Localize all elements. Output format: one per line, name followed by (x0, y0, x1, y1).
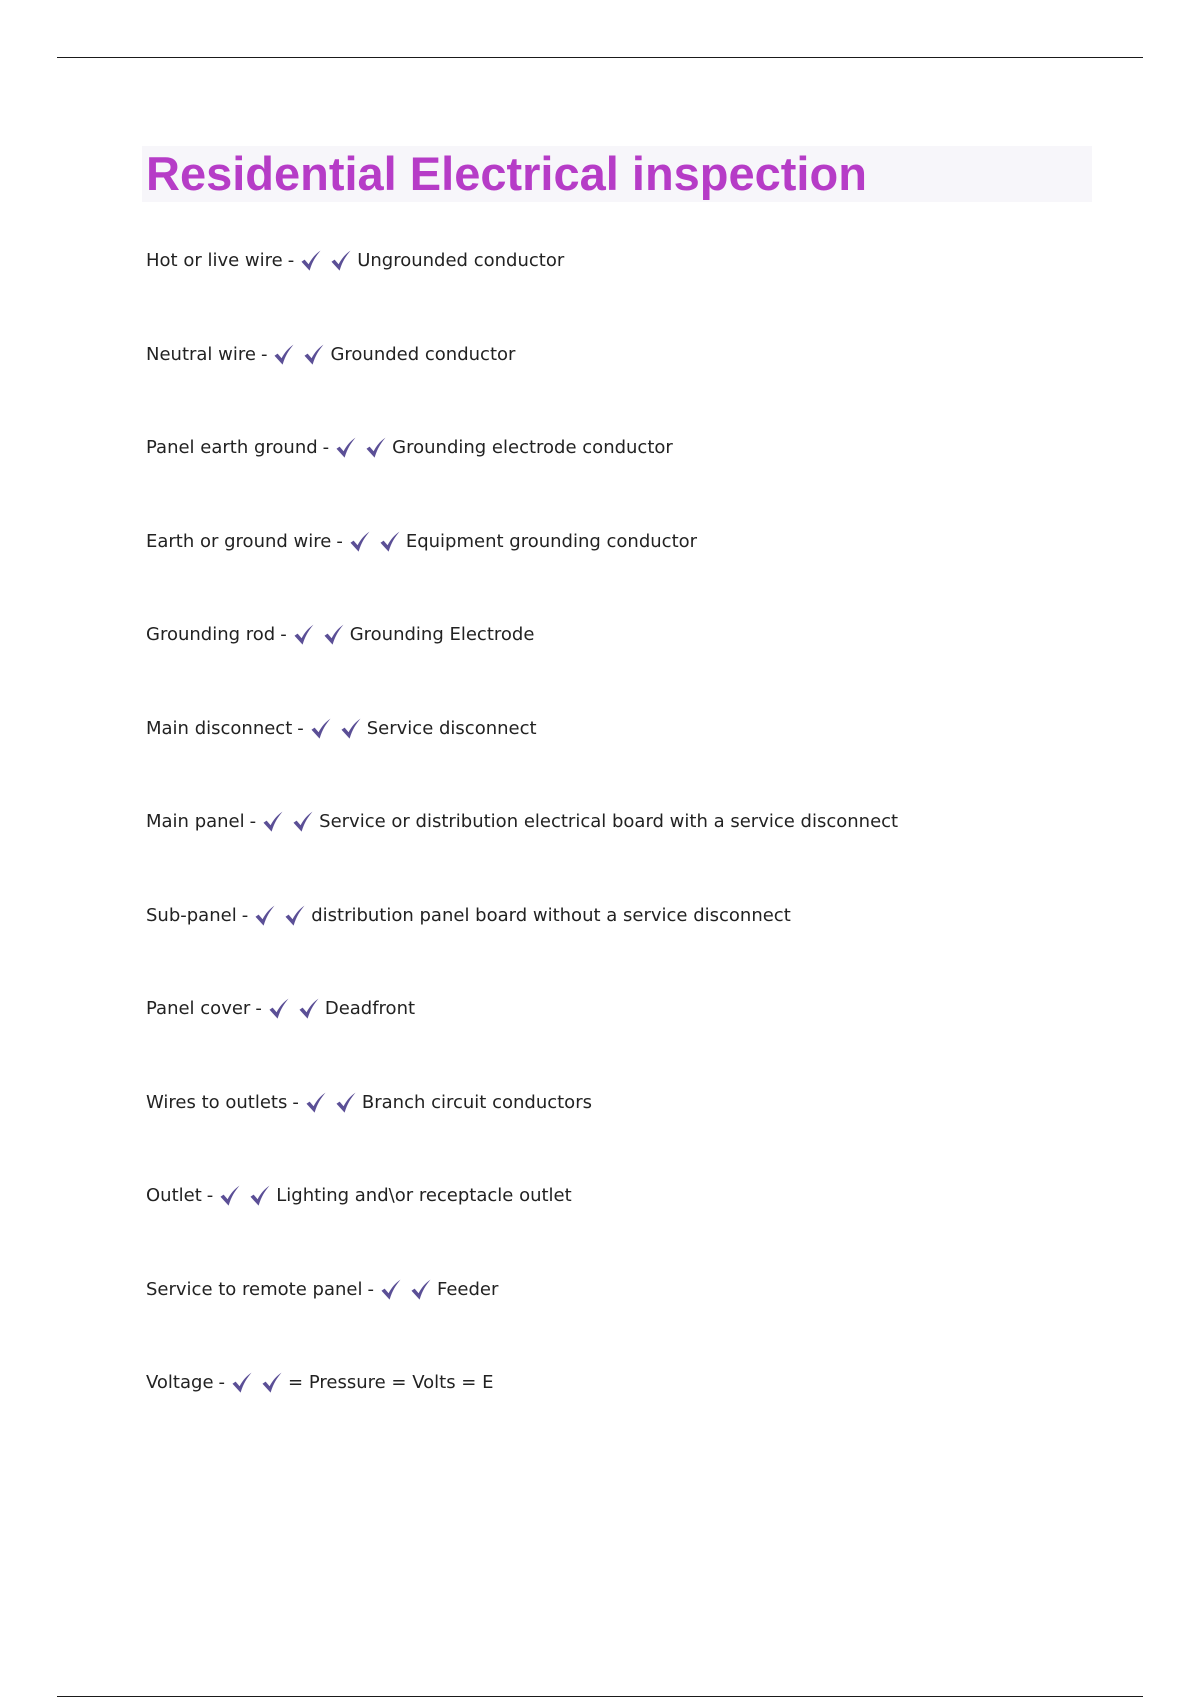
list-item (146, 714, 537, 744)
check-marks (267, 997, 321, 1021)
check-mark-icon (304, 1091, 328, 1115)
check-mark-icon (297, 997, 321, 1021)
check-marks (261, 810, 315, 834)
check-mark-icon (230, 1371, 254, 1395)
check-marks (379, 1278, 433, 1302)
separator: - (336, 531, 343, 552)
list-item (146, 527, 697, 557)
check-marks (334, 436, 388, 460)
definition: Feeder (436, 1279, 499, 1300)
check-mark-icon (334, 1091, 358, 1115)
term: Neutral wire (146, 344, 256, 365)
definition: Service disconnect (366, 718, 537, 739)
separator: - (367, 1279, 374, 1300)
list-item (146, 1088, 592, 1118)
check-mark-icon (291, 810, 315, 834)
term: Service to remote panel (146, 1279, 363, 1300)
definition: Branch circuit conductors (361, 1092, 592, 1113)
list-item (146, 340, 515, 370)
check-mark-icon (379, 1278, 403, 1302)
check-mark-icon (364, 436, 388, 460)
definition: distribution panel board without a service disconnect (311, 905, 791, 926)
check-mark-icon (261, 810, 285, 834)
check-mark-icon (253, 904, 277, 928)
separator: - (287, 250, 295, 271)
definition: Equipment grounding conductor (405, 531, 698, 552)
check-mark-icon (272, 343, 296, 367)
check-marks (230, 1371, 284, 1395)
definition: Deadfront (324, 998, 416, 1019)
list-item (146, 1368, 493, 1398)
term: Grounding rod (146, 624, 276, 645)
list-item (146, 1275, 498, 1305)
separator: - (297, 718, 304, 739)
separator: - (255, 998, 262, 1019)
term: Main disconnect (146, 718, 293, 739)
check-mark-icon (378, 530, 402, 554)
check-marks (348, 530, 402, 554)
page-title: Residential Electrical inspection (146, 147, 867, 200)
list-item (146, 901, 791, 931)
check-marks (304, 1091, 358, 1115)
definition: Service or distribution electrical board with a service disconnect (319, 811, 899, 832)
list-item (146, 1181, 572, 1211)
list-item (146, 620, 534, 650)
definition: Lighting and\or receptacle outlet (276, 1185, 572, 1206)
check-mark-icon (218, 1184, 242, 1208)
check-mark-icon (334, 436, 358, 460)
term: Main panel (146, 811, 245, 832)
separator: - (322, 437, 330, 458)
check-marks (299, 249, 353, 273)
check-mark-icon (309, 717, 333, 741)
definition: Ungrounded conductor (357, 250, 565, 271)
term: Wires to outlets (146, 1092, 288, 1113)
term: Sub-panel (146, 905, 237, 926)
check-mark-icon (409, 1278, 433, 1302)
term: Outlet (146, 1185, 202, 1206)
check-mark-icon (329, 249, 353, 273)
check-mark-icon (283, 904, 307, 928)
check-marks (253, 904, 307, 928)
check-mark-icon (267, 997, 291, 1021)
separator: - (249, 811, 257, 832)
term: Voltage (146, 1372, 214, 1393)
separator: - (260, 344, 268, 365)
list-item (146, 994, 415, 1024)
check-mark-icon (299, 249, 323, 273)
check-mark-icon (348, 530, 372, 554)
check-mark-icon (302, 343, 326, 367)
list-item (146, 246, 564, 276)
check-marks (292, 623, 346, 647)
bottom-rule (57, 1696, 1143, 1697)
list-item (146, 807, 898, 837)
list-item (146, 433, 673, 463)
definition: = Pressure = Volts = E (288, 1372, 494, 1393)
term-definition-list (146, 0, 1146, 1700)
check-mark-icon (260, 1371, 284, 1395)
separator: - (241, 905, 249, 926)
term: Earth or ground wire (146, 531, 332, 552)
check-marks (309, 717, 363, 741)
term: Panel earth ground (146, 437, 318, 458)
separator: - (206, 1185, 214, 1206)
check-mark-icon (339, 717, 363, 741)
separator: - (280, 624, 287, 645)
definition: Grounded conductor (330, 344, 516, 365)
definition: Grounding electrode conductor (392, 437, 673, 458)
check-marks (218, 1184, 272, 1208)
term: Hot or live wire (146, 250, 283, 271)
check-mark-icon (322, 623, 346, 647)
separator: - (218, 1372, 226, 1393)
separator: - (292, 1092, 299, 1113)
definition: Grounding Electrode (349, 624, 535, 645)
term: Panel cover (146, 998, 251, 1019)
check-marks (272, 343, 326, 367)
check-mark-icon (292, 623, 316, 647)
check-mark-icon (248, 1184, 272, 1208)
